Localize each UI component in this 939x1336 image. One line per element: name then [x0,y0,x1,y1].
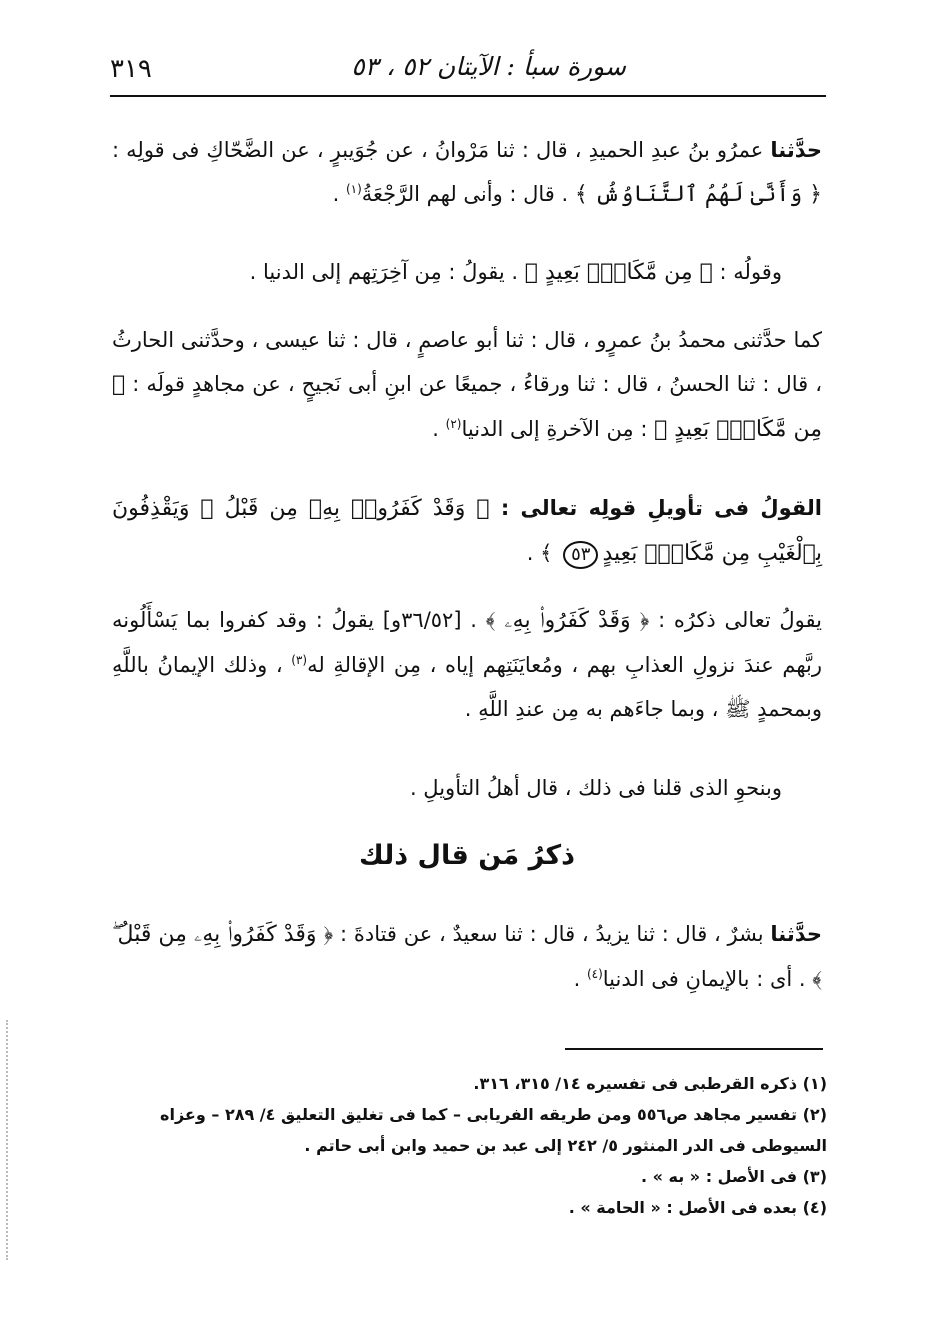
tafsir-heading-lead: القولُ فى تأويلِ قولِه تعالى : [489,496,822,520]
page-number: ٣١٩ [110,54,152,84]
footnote-ref: (٢) [445,417,462,431]
paragraph-text: كما حدَّثنى محمدُ بنُ عمرٍو ، قال : ثنا أبو عاصمٍ ، قال : ثنا عيسى ، وحدَّثنى الحارثُ ، قال : ثنا الحسنُ ، قال : ثنا ورقاءُ ، جميعًا عن ابنِ أبى نَجيحٍ ، عن مجاهدٍ قولَه : [112,328,822,396]
paragraph-tail: : مِن الآخرةِ إلى الدنيا [461,417,655,441]
isnad-lead: حدَّثنا [770,138,822,162]
footnote-1: (١) ذكره القرطبى فى تفسيره ١٤/ ٣١٥، ٣١٦. [473,1074,827,1093]
paragraph-text: وبنحوِ الذى قلنا فى ذلك ، قال أهلُ التأويلِ . [409,776,782,800]
footnote-ref: (٣) [291,653,308,667]
paragraph-7 [112,912,822,1002]
footnote-ref: (١) [345,182,362,196]
paragraph-text: عمرُو بنُ عبدِ الحميدِ ، قال : ثنا مَرْوانُ ، عن جُوَيبرٍ ، عن الضَّحّاكِ فى قولِه : [112,138,771,162]
isnad-lead: حدَّثنا [770,922,822,946]
footnote-3: (٣) فى الأصل : « به » . [640,1167,827,1186]
paragraph-text: وقولُه : [712,260,782,284]
ayah-number-marker: ٥٣ [563,541,598,569]
paragraph-4 [112,486,822,576]
quran-quote: ﴿ مِن مَّكَانٍۭ بَعِيدٍ ﴾ [524,260,713,285]
paragraph-end: . [573,967,587,991]
margin-dotted-line [6,1020,12,1260]
paragraph-tail: . [٣٦/٥٢و] يقولُ : وقد كفروا بما يَسْأَلُونه ربَّهم عندَ نزولِ العذابِ بهم ، ومُعايَنَتِهم إياه ، مِن الإقالةِ له [112,608,822,677]
paragraph-tail: . قال : وأنى لهم الرَّجْعَةُ [361,182,575,206]
paragraph-6 [112,766,822,810]
paragraph-tail: ﴾ . [526,541,560,565]
paragraph-text: بشرٌ ، قال : ثنا يزيدُ ، قال : ثنا سعيدٌ ، عن قتادةَ : [333,922,771,946]
quran-quote: ﴿ مِن مَّكَانٍۭ بَعِيدٍ ﴾ [112,372,822,442]
page-header [110,52,826,92]
quran-quote: ﴿ وَقَدْ كَفَرُوا۟ بِهِۦ ﴾ [485,608,650,633]
quran-quote: ﴿ وَقَدْ كَفَرُوا۟ بِهِۦ مِن قَبْلُ ۖ وَيَقْذِفُونَ بِٱلْغَيْبِ مِن مَّكَانٍۭ بَعِيدٍ [112,496,822,566]
header-rule [110,95,826,97]
paragraph-tail: . يقولُ : مِن آخِرَتِهم إلى الدنيا . [249,260,525,284]
paragraph-end: ، وذلك الإيمانُ باللَّهِ وبمحمدٍ ﷺ ، وبما جاءَهم به مِن عندِ اللَّهِ . [112,653,822,721]
quran-quote: ﴿ وَأَنَّىٰ لَهُمُ ٱلتَّنَاوُشُ ﴾ [574,182,822,207]
footnote-ref: (٤) [586,967,603,981]
paragraph-2 [112,250,822,295]
footnote-4: (٤) بعده فى الأصل : « الحامة » . [568,1198,827,1217]
paragraph-tail: . أى : بالإيمانِ فى الدنيا [602,967,813,991]
section-heading: ذكرُ مَن قال ذلك [359,840,575,871]
footnote-2: (٢) تفسير مجاهد ص٥٥٦ ومن طريقه الفريابى – كما فى تغليق التعليق ٤/ ٢٨٩ – وعزاه السيوطى فى الدر المنثور ٥/ ٢٤٢ إلى عبد بن حميد وابن أبى حاتم . [160,1105,827,1155]
paragraph-5 [112,598,822,731]
footnotes [112,1068,827,1223]
paragraph-text: يقولُ تعالى ذكرُه : [649,608,822,632]
quran-quote: ﴿ وَقَدْ كَفَرُوا۟ بِهِۦ مِن قَبْلُ ۖ ﴾ [112,922,822,992]
running-title: سورة سبأ : الآيتان ٥٢ ، ٥٣ [351,52,626,81]
paragraph-end: . [432,417,446,441]
paragraph-end: . [332,182,346,206]
paragraph-1 [112,128,822,217]
paragraph-3 [112,318,822,452]
footnote-rule [565,1048,823,1050]
